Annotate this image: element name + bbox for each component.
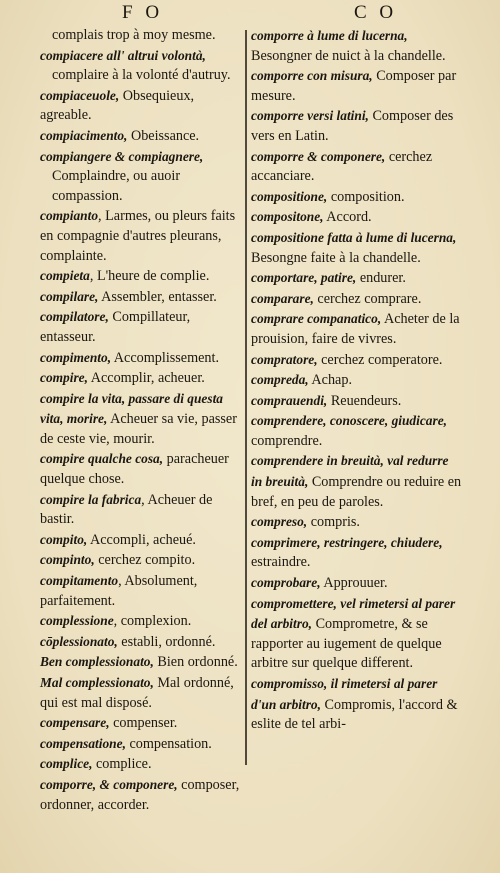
entry-headword: compire, — [40, 370, 88, 386]
running-head — [0, 2, 500, 26]
entry-definition: Bien ordonné. — [153, 654, 238, 671]
left-column — [40, 26, 243, 815]
entry-headword: compiaceuole, — [40, 87, 120, 103]
entry-definition: Acheuer sa vie, passer de ceste vie, mourir. — [40, 411, 237, 447]
dictionary-entry — [40, 571, 243, 611]
entry-definition: paracheuer quelque chose. — [40, 451, 229, 488]
dictionary-entry — [251, 207, 463, 228]
entry-headword: comprendere in breuità, val redurre in breuità, — [251, 453, 449, 490]
dictionary-entry — [251, 350, 463, 371]
entry-headword: compire la fabrica — [40, 491, 142, 507]
dictionary-entry — [40, 307, 243, 347]
dictionary-entry — [40, 26, 243, 46]
dictionary-entry — [251, 187, 463, 208]
entry-definition: Compillateur, entasseur. — [40, 309, 191, 345]
dictionary-entry — [40, 550, 243, 571]
entry-definition: compensation. — [125, 735, 212, 752]
entry-headword: compromettere, vel rimetersi al parer del arbitro, — [251, 595, 456, 632]
entry-headword: compire la vita, passare di questa vita, morire, — [40, 390, 223, 427]
entry-headword: compensatione, — [40, 735, 126, 751]
entry-headword: compositione fatta à lume di lucerna, — [251, 229, 457, 245]
dictionary-entry — [251, 289, 463, 310]
entry-headword: comparare, — [251, 290, 314, 306]
dictionary-entry — [40, 266, 243, 287]
dictionary-entry — [251, 411, 463, 451]
entry-definition: complaire à la volonté d'autruy. — [52, 67, 231, 84]
entry-definition: Composer par mesure. — [251, 68, 457, 104]
entry-definition: Accompli, acheué. — [87, 531, 196, 548]
dictionary-entry — [251, 594, 463, 674]
entry-headword: comprendere, conoscere, giudicare, — [251, 413, 447, 429]
entry-definition: Obsequieux, agreable. — [40, 87, 195, 124]
entry-definition: Comprometre, & se rapporter au iugement de quelque arbitre sur quelque different. — [251, 616, 442, 672]
dictionary-entry — [40, 368, 243, 389]
entry-headword: comporre versi latini, — [251, 108, 369, 124]
entry-definition: Composer des vers en Latin. — [251, 108, 454, 144]
entry-headword: compositione, — [251, 188, 328, 204]
dictionary-entry — [40, 348, 243, 369]
dictionary-entry — [40, 490, 243, 530]
dictionary-entry — [40, 611, 243, 632]
entry-definition: Accord. — [323, 209, 372, 226]
entry-definition: cerchez compito. — [94, 552, 196, 569]
entry-definition: cerchez accanciare. — [251, 148, 433, 185]
dictionary-entry — [40, 66, 243, 86]
dictionary-entry — [251, 66, 463, 106]
entry-definition: , Acheuer de bastir. — [40, 491, 213, 528]
entry-definition: compris. — [307, 514, 360, 531]
entry-definition: establi, ordonné. — [117, 633, 216, 650]
entry-headword: comporre à lume di lucerna, — [251, 28, 408, 43]
dictionary-entry — [251, 147, 463, 187]
dictionary-entry — [40, 632, 243, 653]
entry-definition: , Larmes, ou pleurs faits en compagnie d'autres pleurans, complainte. — [40, 208, 236, 264]
entry-headword: comporre & componere, — [251, 148, 386, 164]
entry-headword: compilatore, — [40, 309, 109, 325]
entry-definition: Accomplissement. — [111, 349, 220, 366]
dictionary-entry — [40, 673, 243, 713]
entry-headword: complessione — [40, 613, 114, 629]
entry-headword: compreda, — [251, 372, 309, 388]
entry-headword: complice, — [40, 756, 93, 772]
dictionary-entry — [40, 734, 243, 755]
dictionary-entry — [40, 46, 243, 67]
dictionary-entry — [40, 147, 243, 168]
entry-headword: compreso, — [251, 514, 308, 530]
dictionary-entry — [40, 713, 243, 734]
entry-headword: compiangere & compiagnere, — [40, 148, 204, 164]
entry-headword: comportare, patire, — [251, 270, 357, 286]
entry-definition: Accomplir, acheuer. — [87, 370, 205, 387]
entry-headword: compimento, — [40, 349, 112, 365]
dictionary-entry — [251, 512, 463, 533]
dictionary-entry — [40, 86, 243, 126]
entry-definition: endurer. — [356, 270, 406, 287]
dictionary-entry — [251, 674, 463, 735]
entry-headword: compinto, — [40, 552, 95, 568]
entry-headword: comprimere, restringere, chiudere, — [251, 534, 443, 550]
entry-definition: Acheter de la prouision, faire de vivres. — [251, 311, 460, 347]
dictionary-entry — [251, 533, 463, 573]
dictionary-entry — [251, 391, 463, 412]
entry-definition: estraindre. — [251, 554, 311, 571]
entry-headword: compromisso, il rimetersi al parer d'un arbitro, — [251, 676, 438, 712]
entry-headword: cōplessionato, — [40, 633, 118, 649]
column-divider — [245, 30, 247, 765]
entry-definition: Approuuer. — [320, 575, 388, 592]
entry-headword: comporre, & componere, — [40, 776, 178, 792]
dictionary-entry — [40, 206, 243, 266]
dictionary-entry — [251, 106, 463, 146]
entry-definition: , Absolument, parfaitement. — [40, 573, 198, 609]
dictionary-entry — [40, 126, 243, 147]
entry-headword: compieta — [40, 268, 90, 284]
entry-definition: Compromis, l'accord & eslite de tel arbi- — [251, 696, 458, 733]
entry-definition: Assembler, entasser. — [98, 288, 217, 305]
running-head-right: C O — [354, 2, 398, 23]
entry-definition: Complaindre, ou auoir compassion. — [52, 168, 181, 204]
entry-headword: compianto — [40, 208, 99, 224]
dictionary-entry — [40, 449, 243, 489]
entry-definition: Mal ordonné, qui est mal disposé. — [40, 675, 234, 711]
entry-definition: comprendre. — [251, 432, 323, 449]
dictionary-entry — [251, 268, 463, 289]
dictionary-entry — [40, 652, 243, 673]
entry-headword: comprauendi, — [251, 392, 328, 408]
entry-headword: compitamento — [40, 573, 119, 589]
entry-headword: compratore, — [251, 351, 318, 367]
dictionary-entry — [40, 167, 243, 206]
entry-headword: compilare, — [40, 288, 99, 304]
entry-definition: Comprendre ou reduire en bref, en peu de paroles. — [251, 474, 462, 510]
entry-definition: Besongner de nuict à la chandelle. — [251, 47, 446, 64]
entry-headword: compito, — [40, 531, 88, 547]
entry-headword: Ben complessionato, — [40, 654, 154, 670]
dictionary-entry — [40, 530, 243, 551]
dictionary-entry — [251, 309, 463, 349]
entry-definition: Besongne faite à la chandelle. — [251, 249, 421, 266]
dictionary-entry — [40, 754, 243, 775]
entry-definition: complais trop à moy mesme. — [52, 27, 216, 43]
entry-definition: complice. — [92, 756, 152, 773]
dictionary-entry — [40, 287, 243, 308]
entry-definition: compenser. — [109, 715, 178, 732]
entry-headword: compositone, — [251, 209, 324, 225]
entry-definition: , complexion. — [113, 613, 192, 630]
entry-headword: compiacimento, — [40, 127, 128, 143]
entry-definition: Reuendeurs. — [327, 392, 402, 409]
dictionary-entry — [251, 228, 463, 268]
entry-headword: comprare companatico, — [251, 311, 382, 327]
entry-headword: comporre con misura, — [251, 68, 373, 84]
entry-definition: Obeissance. — [127, 127, 200, 144]
entry-headword: comprobare, — [251, 575, 321, 591]
entry-headword: Mal complessionato, — [40, 675, 154, 690]
entry-headword: compiacere all' altrui volontà, — [40, 47, 206, 63]
dictionary-entry — [251, 370, 463, 391]
dictionary-entry — [251, 26, 463, 66]
dictionary-entry — [40, 389, 243, 450]
entry-headword: compire qualche cosa, — [40, 451, 164, 467]
entry-definition: , L'heure de complie. — [89, 268, 210, 285]
entry-headword: compensare, — [40, 715, 110, 731]
dictionary-entry — [251, 573, 463, 594]
entry-definition: cerchez comprare. — [313, 290, 422, 307]
entry-definition: Achap. — [308, 372, 352, 389]
entry-definition: composition. — [327, 188, 405, 205]
dictionary-entry — [251, 451, 463, 512]
entry-definition: composer, ordonner, accorder. — [40, 776, 240, 813]
running-head-left: F O — [122, 2, 164, 23]
right-column — [251, 26, 463, 735]
dictionary-entry — [40, 775, 243, 815]
entry-definition: cerchez comperatore. — [317, 351, 443, 368]
